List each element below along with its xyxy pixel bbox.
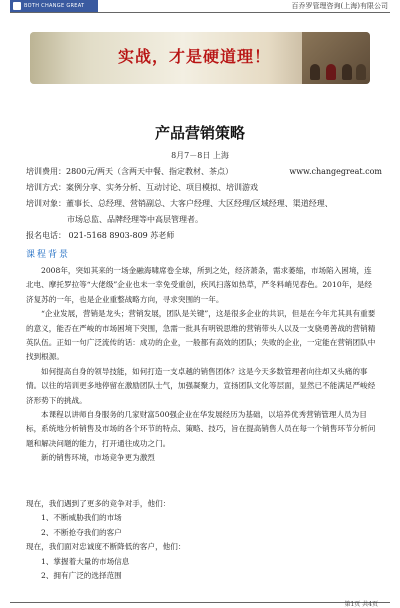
logo-text: BOTH CHANGE GREAT: [24, 3, 85, 9]
paragraph: “企业发展，营销是龙头；营销发展，团队是关键”，这是很多企业的共识，但是在今年尤其具有重要的意义，能否在严峻的市场困境下突围，急需一批具有明锐思维的营销带头人以及一支骁勇善战的营销精英队伍。正如一句广泛流传的话：成功的企业，一般都有高效的团队；失败的企业，一定能在营销团队中找到根源。: [26, 309, 376, 362]
paragraph: 2008年，突如其来的一场金融海啸席卷全球，所到之处，经济萧条，需求萎缩，市场陷入困境，连北电、摩托罗拉等“大佬级”企业也未一幸免受重创，疾风扫落如热草，严冬料峭见春色。2010年，是经济复苏的一年，也是企业重整战略方向，寻求突围的一年。: [26, 266, 373, 304]
challenge-list: [26, 497, 376, 583]
info-target-1: 培训对象：董事长、总经理、营销副总、大客户经理、大区经理/区域经理、渠道经理、: [26, 199, 333, 208]
paragraph: 本课程以讲师自身服务的几家财富500强企业在华发展经历为基础，以培养优秀营销管理人员为目标，系统地分析销售及市场的各个环节的特点、策略、技巧，旨在提高销售人员在每一个销售环节分析问题和解决问题的能力，打开通往成功之门。: [26, 410, 376, 448]
header-divider: [10, 12, 390, 13]
footer-divider: [10, 602, 390, 603]
background-text: [26, 264, 376, 466]
list-item: 1、不断威胁我们的市场: [41, 513, 122, 523]
banner-meeting-photo: [302, 32, 370, 84]
person-figure: [310, 64, 320, 80]
footer: [10, 602, 390, 606]
info-target-2: 市场总监、品牌经理等中高层管理者。: [67, 215, 203, 224]
section-title: 课程背景: [26, 250, 71, 260]
banner-left-photo: [30, 32, 70, 84]
banner: [30, 32, 370, 84]
list-item: 现在，我们遇到了更多的竞争对手，他们：: [26, 499, 171, 508]
list-item: 2、拥有广泛的选择范围: [41, 571, 122, 581]
info-fee: [26, 166, 390, 177]
person-figure: [326, 64, 336, 80]
company-name: 百乔罗管理咨询(上海)有限公司: [291, 2, 388, 10]
company-logo: [10, 0, 98, 12]
document-title: 产品营销策略: [154, 124, 245, 142]
list-item: 1、掌握着大量的市场信息: [41, 556, 130, 566]
course-date: 8月7－8日 上海: [171, 151, 229, 160]
person-figure: [342, 64, 352, 80]
info-phone: 报名电话： 021-5168 8903-809 苏老师: [26, 231, 175, 240]
fee-text: 培训费用：2800元/两天（含两天中餐、指定教材、茶点）: [26, 167, 234, 176]
logo-mark-icon: [13, 2, 21, 10]
paragraph: 如何提高自身的领导技能，如何打造一支卓越的销售团体？这是今天多数管理者向往却又头痛的事情。以往的培训更多地停留在激励团队士气，加强凝聚力，宣扬团队文化等层面，显然已不能满足严峻经济形势下的挑战。: [26, 366, 376, 405]
info-method: 培训方式：案例分享、实务分析、互动讨论、项目模拟、培训游戏: [26, 183, 258, 192]
paragraph: 新的销售环境，市场竞争更为激烈: [41, 453, 155, 463]
list-item: 2、不断抢夺我们的客户: [41, 527, 122, 537]
banner-slogan: 实战，才是硬道理！: [118, 47, 272, 66]
person-figure: [356, 64, 366, 80]
header-bar: [0, 0, 400, 14]
list-item: 现在，我们面对忠诚度不断降低的客户，他们：: [26, 542, 186, 552]
website-link[interactable]: www.changegreat.com: [289, 167, 382, 176]
page-number: 第1页 共4页: [344, 601, 378, 608]
